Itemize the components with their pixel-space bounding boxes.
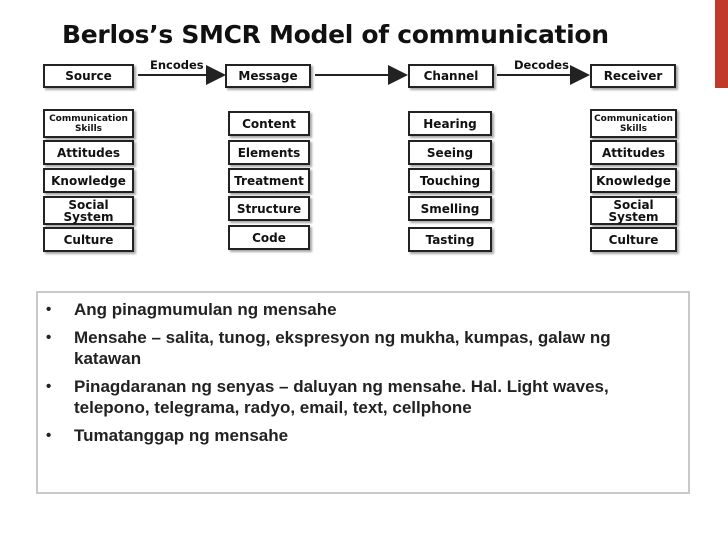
message-item-box: Structure xyxy=(228,196,310,221)
bullet-marker: • xyxy=(46,378,52,395)
message-item-box: Content xyxy=(228,111,310,136)
receiver-item-box: Social System xyxy=(590,196,677,225)
source-item-box: Attitudes xyxy=(43,140,134,165)
smcr-diagram xyxy=(0,0,728,270)
receiver-item-box: Knowledge xyxy=(590,168,677,193)
bullet-list xyxy=(36,291,690,494)
message-item-box: Treatment xyxy=(228,168,310,193)
bullet-marker: • xyxy=(46,301,52,318)
source-item-box: Social System xyxy=(43,196,134,225)
receiver-item-box: Attitudes xyxy=(590,140,677,165)
encodes-label: Encodes xyxy=(150,58,204,72)
bullet-text: Ang pinagmumulan ng mensahe xyxy=(74,300,337,319)
bullet-text: Tumatanggap ng mensahe xyxy=(74,426,289,445)
source-item-box: Knowledge xyxy=(43,168,134,193)
bullet-text: Pinagdaranan ng senyas – daluyan ng mensahe. Hal. Light waves, telepono, telegrama, radyo, email, text, cellphone xyxy=(74,377,609,417)
diagram-title: Berlos’s SMCR Model of communication xyxy=(62,20,609,49)
channel-item-box: Seeing xyxy=(408,140,492,165)
channel-item-box: Tasting xyxy=(408,227,492,252)
receiver-item-box: Culture xyxy=(590,227,677,252)
bullet-marker: • xyxy=(46,427,52,444)
bullet-item xyxy=(44,299,676,320)
channel-item-box: Smelling xyxy=(408,196,492,221)
channel-header-box: Channel xyxy=(408,64,494,88)
bullet-item xyxy=(44,327,676,369)
message-header-box: Message xyxy=(225,64,311,88)
receiver-header-box: Receiver xyxy=(590,64,676,88)
bullet-item xyxy=(44,425,676,446)
bullet-item xyxy=(44,376,676,418)
bullet-marker: • xyxy=(46,329,52,346)
bullet-text: Mensahe – salita, tunog, ekspresyon ng mukha, kumpas, galaw ng katawan xyxy=(74,328,611,368)
source-header-box: Source xyxy=(43,64,134,88)
channel-item-box: Touching xyxy=(408,168,492,193)
message-item-box: Code xyxy=(228,225,310,250)
message-item-box: Elements xyxy=(228,140,310,165)
receiver-item-box: Communication Skills xyxy=(590,109,677,138)
decodes-label: Decodes xyxy=(514,58,569,72)
source-item-box: Culture xyxy=(43,227,134,252)
channel-item-box: Hearing xyxy=(408,111,492,136)
source-item-box: Communication Skills xyxy=(43,109,134,138)
